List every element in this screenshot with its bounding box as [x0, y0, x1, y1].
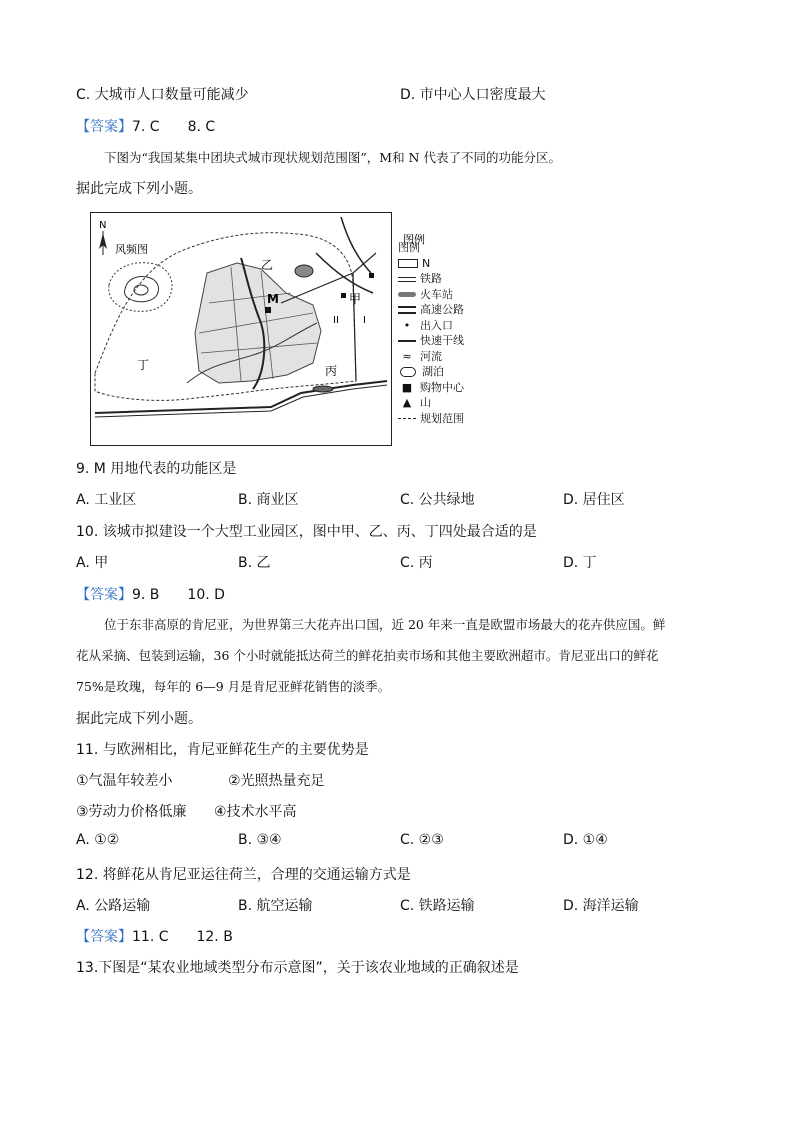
- q10-option-a[interactable]: A. 甲: [76, 555, 109, 571]
- passage-line-2: 花从采摘、包装到运输，36 个小时就能抵达荷兰的鲜花拍卖市场和其他主要欧洲超市。肯尼亚出口的鲜花: [76, 648, 659, 663]
- q11-option-a[interactable]: A. ①②: [76, 832, 120, 848]
- legend-item-lake: 湖泊: [398, 364, 464, 380]
- q11-statement-1: ①气温年较差小: [76, 773, 173, 789]
- q9-option-b[interactable]: B. 商业区: [238, 492, 299, 508]
- q10-option-c[interactable]: C. 丙: [400, 555, 433, 571]
- shopping-legend-icon: ■: [401, 380, 413, 394]
- lake-legend-icon: [400, 367, 416, 377]
- q12-option-a[interactable]: A. 公路运输: [76, 898, 151, 914]
- q11-statement-2: ②光照热量充足: [228, 773, 325, 789]
- passage-line-3: 75%是玫瑰，每年的 6—9 月是肯尼亚鲜花销售的淡季。: [76, 679, 391, 694]
- q12-option-d[interactable]: D. 海洋运输: [563, 898, 639, 914]
- answer-text: 7. C 8. C: [132, 119, 216, 135]
- north-legend-icon: [398, 259, 418, 268]
- boundary-legend-icon: [398, 418, 416, 419]
- prev-option-d: D. 市中心人口密度最大: [400, 87, 546, 103]
- intro-text: 下图为“我国某集中团块式城市现状规划范围图”，M和 N 代表了不同的功能分区。: [104, 150, 561, 165]
- entrance-icon: [369, 273, 374, 278]
- entrance-legend-icon: •: [403, 318, 411, 332]
- label-I: I: [363, 315, 366, 326]
- answer-text: 11. C 12. B: [132, 929, 233, 945]
- zone-yi: 乙: [261, 258, 274, 272]
- q12-option-c[interactable]: C. 铁路运输: [400, 898, 475, 914]
- answer-tag: 【答案】: [76, 929, 132, 945]
- q10-option-b[interactable]: B. 乙: [238, 555, 271, 571]
- q11-option-c[interactable]: C. ②③: [400, 832, 444, 848]
- shopping-center-icon: [265, 307, 271, 313]
- legend-item-station: 火车站: [398, 287, 464, 303]
- legend-item-railway: 铁路: [398, 271, 464, 287]
- legend-item-shopping: ■ 购物中心: [398, 380, 464, 396]
- legend-item-river: ≈ 河流: [398, 349, 464, 365]
- passage-line-1: 位于东非高原的肯尼亚，为世界第三大花卉出口国，近 20 年来一直是欧盟市场最大的花卉供应国。鲜: [104, 617, 666, 632]
- zone-ding: 丁: [137, 358, 150, 372]
- q10-option-d[interactable]: D. 丁: [563, 555, 597, 571]
- zone-bing: 丙: [325, 364, 338, 378]
- legend-item-boundary: 规划范围: [398, 411, 464, 427]
- intro-instruction: 据此完成下列小题。: [76, 181, 202, 197]
- station-legend-icon: [398, 292, 416, 297]
- label-M: M: [267, 292, 279, 306]
- answer-block-2: [76, 584, 225, 604]
- legend-title: 图例: [403, 233, 425, 246]
- answer-block-3: [76, 926, 233, 946]
- answer-text: 9. B 10. D: [132, 587, 225, 603]
- passage-instruction: 据此完成下列小题。: [76, 711, 202, 727]
- legend-title-text: 图例: [398, 241, 420, 254]
- q9-option-c[interactable]: C. 公共绿地: [400, 492, 475, 508]
- q11-statement-3: ③劳动力价格低廉: [76, 804, 187, 820]
- answer-tag: 【答案】: [76, 587, 132, 603]
- mountain-legend-icon: ▲: [402, 396, 412, 409]
- q10-stem: 10. 该城市拟建设一个大型工业园区，图中甲、乙、丙、丁四处最合适的是: [76, 524, 537, 540]
- prev-option-c: C. 大城市人口数量可能减少: [76, 87, 249, 103]
- wind-rose-core: [134, 285, 148, 295]
- legend-list: [398, 240, 464, 426]
- legend-item-highway: 高速公路: [398, 302, 464, 318]
- q9-option-a[interactable]: A. 工业区: [76, 492, 137, 508]
- expressway-legend-icon: [398, 340, 416, 342]
- shopping-center-jia-icon: [341, 293, 346, 298]
- q9-option-d[interactable]: D. 居住区: [563, 492, 625, 508]
- wind-label: 风频图: [115, 243, 148, 256]
- answer-block-1: [76, 116, 215, 136]
- wind-rose-outer: [109, 263, 172, 312]
- q11-option-b[interactable]: B. ③④: [238, 832, 282, 848]
- north-label: N: [99, 220, 107, 231]
- q13-stem: 13.下图是“某农业地域类型分布示意图”，关于该农业地域的正确叙述是: [76, 960, 519, 976]
- highway-legend-icon: [398, 306, 416, 314]
- q12-stem: 12. 将鲜花从肯尼亚运往荷兰，合理的交通运输方式是: [76, 867, 411, 883]
- legend-item-n: N: [398, 256, 464, 272]
- q11-stem: 11. 与欧洲相比，肯尼亚鲜花生产的主要优势是: [76, 742, 369, 758]
- legend-item-mountain: ▲ 山: [398, 395, 464, 411]
- q9-stem: 9. M 用地代表的功能区是: [76, 461, 237, 477]
- legend-item-entrance: • 出入口: [398, 318, 464, 334]
- railway-ne: [316, 217, 373, 293]
- railway-legend-icon: [398, 277, 416, 282]
- lake: [295, 265, 313, 277]
- legend-item-expressway: 快速干线: [398, 333, 464, 349]
- q11-option-d[interactable]: D. ①④: [563, 832, 608, 848]
- north-arrow-icon: [99, 231, 107, 255]
- q12-option-b[interactable]: B. 航空运输: [238, 898, 313, 914]
- label-II: II: [333, 315, 339, 326]
- train-station-icon: [313, 386, 333, 392]
- q11-statement-4: ④技术水平高: [214, 804, 297, 820]
- answer-tag: 【答案】: [76, 119, 132, 135]
- river-legend-icon: ≈: [402, 349, 412, 363]
- zone-jia: 甲: [349, 292, 362, 306]
- railway-bottom: [95, 381, 387, 413]
